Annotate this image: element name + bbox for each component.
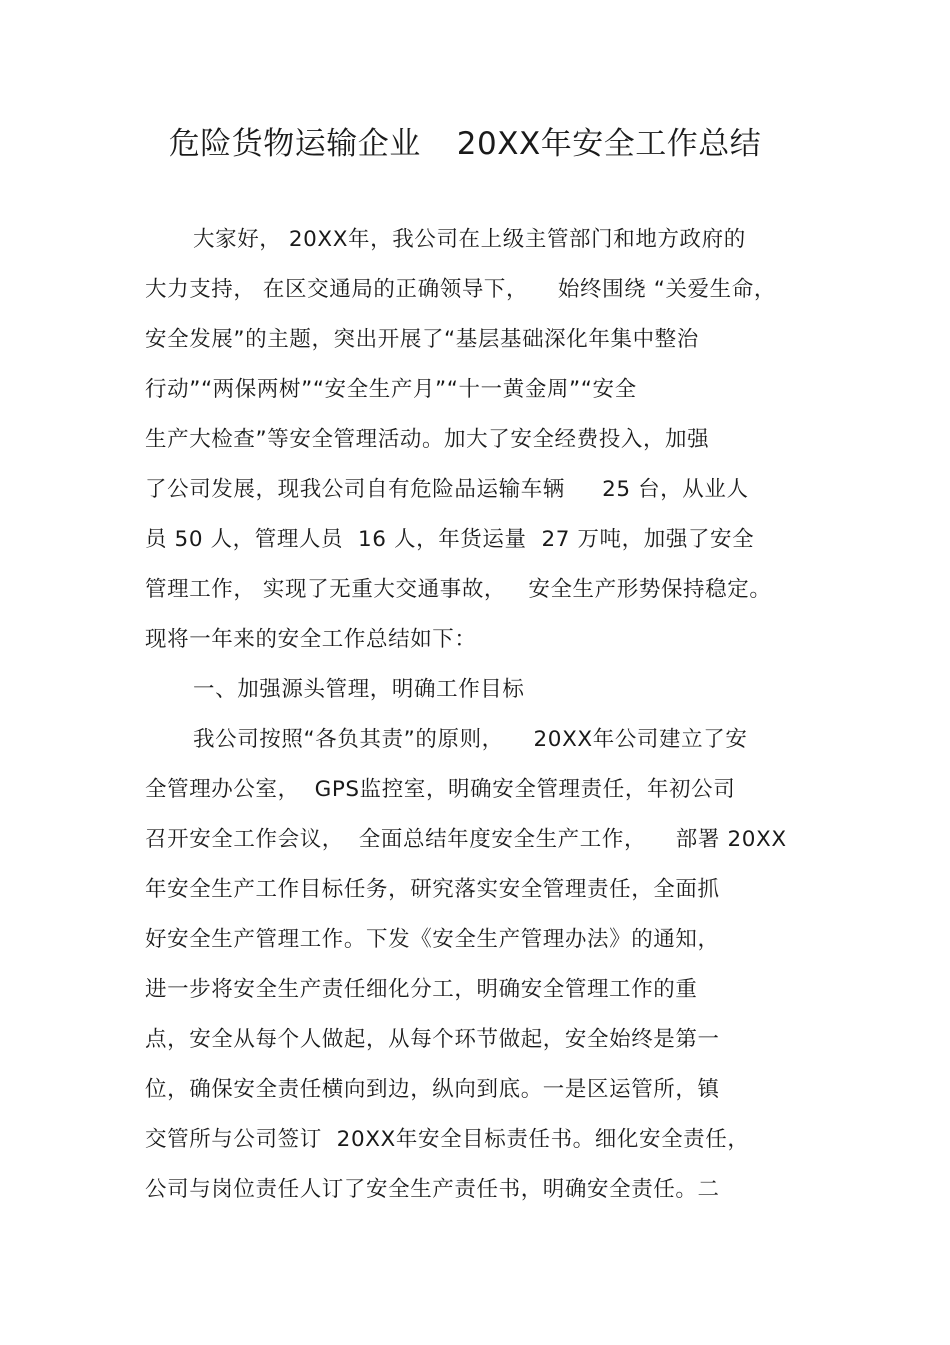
paragraph-line: 大家好， 20XX年，我公司在上级主管部门和地方政府的	[193, 227, 746, 252]
document-title	[0, 122, 930, 166]
paragraph-line: 点，安全从每个人做起，从每个环节做起，安全始终是第一	[145, 1027, 720, 1052]
paragraph-line: 大力支持， 在区交通局的正确领导下， 始终围绕 “关爱生命，	[145, 277, 776, 302]
title-part-1: 危险货物运输企业	[168, 126, 421, 162]
paragraph-line: 行动”“两保两树”“安全生产月”“十一黄金周”“安全	[145, 377, 637, 402]
paragraph-line: 生产大检查”等安全管理活动。加大了安全经费投入，加强	[145, 427, 710, 452]
paragraph-line: 了公司发展，现我公司自有危险品运输车辆 25 台，从业人	[145, 477, 749, 502]
paragraph-line: 进一步将安全生产责任细化分工，明确安全管理工作的重	[145, 977, 698, 1002]
paragraph-line: 公司与岗位责任人订了安全生产责任书，明确安全责任。二	[145, 1177, 720, 1202]
paragraph-line: 安全发展”的主题，突出开展了“基层基础深化年集中整治	[145, 327, 699, 352]
paragraph-line: 全管理办公室， GPS监控室，明确安全管理责任，年初公司	[145, 777, 736, 802]
paragraph-line: 好安全生产管理工作。下发《安全生产管理办法》的通知，	[145, 927, 720, 952]
paragraph-line: 交管所与公司签订 20XX年安全目标责任书。细化安全责任，	[145, 1127, 750, 1152]
paragraph-line: 年安全生产工作目标任务，研究落实安全管理责任，全面抓	[145, 877, 720, 902]
paragraph-line: 现将一年来的安全工作总结如下：	[145, 627, 477, 652]
paragraph-line: 员 50 人，管理人员 16 人，年货运量 27 万吨，加强了安全	[145, 527, 755, 552]
paragraph-line: 管理工作， 实现了无重大交通事故， 安全生产形势保持稳定。	[145, 577, 772, 602]
paragraph-line: 召开安全工作会议， 全面总结年度安全生产工作， 部署 20XX	[145, 827, 787, 852]
paragraph-line: 位，确保安全责任横向到边，纵向到底。一是区运管所，镇	[145, 1077, 720, 1102]
paragraph-line: 我公司按照“各负其责”的原则， 20XX年公司建立了安	[193, 727, 748, 752]
title-part-2: 20XX年安全工作总结	[456, 126, 762, 162]
section-heading: 一、加强源头管理，明确工作目标	[193, 677, 525, 702]
